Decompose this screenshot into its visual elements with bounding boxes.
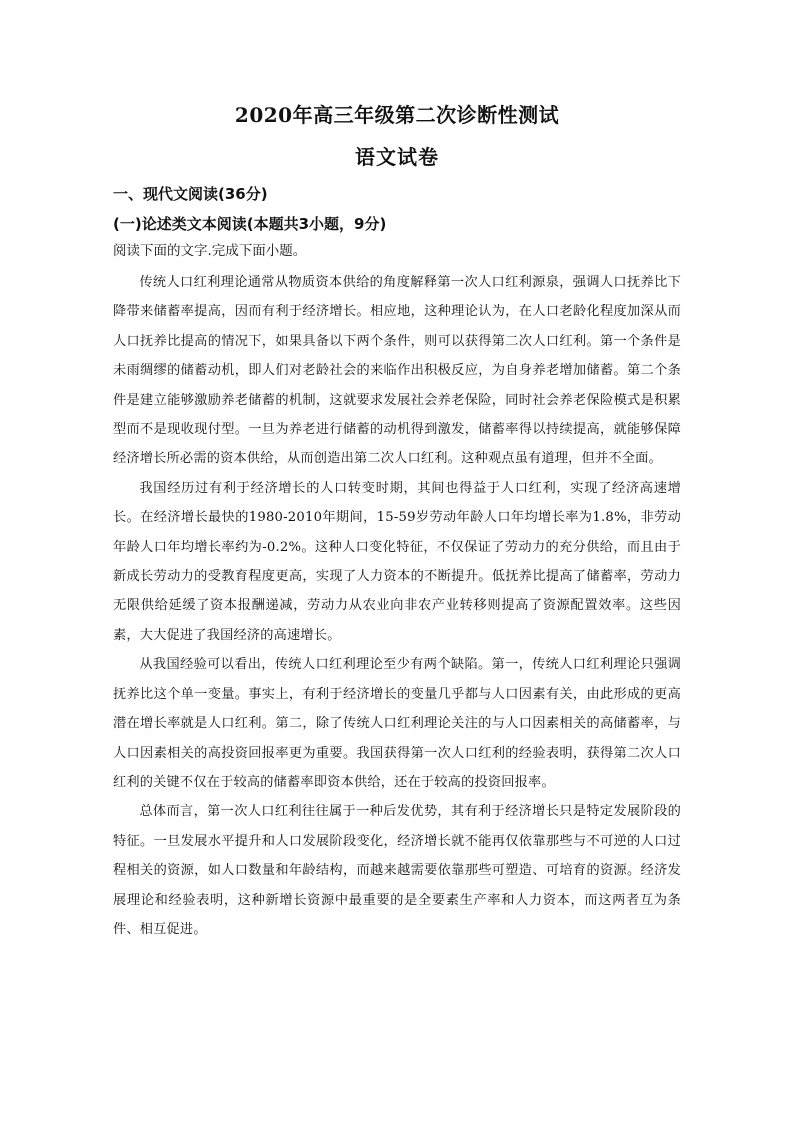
passage-paragraph: 从我国经验可以看出，传统人口红利理论至少有两个缺陷。第一，传统人口红利理论只强调抚养比这个单一变量。事实上，有利于经济增长的变量几乎都与人口因素有关，由此形成的更高潜在增长率就是人口红利。第二，除了传统人口红利理论关注的与人口因素相关的高储蓄率，与人口因素相关的高投资回报率更为重要。我国获得第一次人口红利的经验表明，获得第二次人口红利的关键不仅在于较高的储蓄率即资本供给，还在于较高的投资回报率。: [113, 657, 681, 790]
reading-passage: [113, 268, 681, 944]
exam-page: [113, 100, 681, 944]
subsection-heading: (一)论述类文本阅读(本题共3小题，9分): [113, 215, 387, 233]
exam-title: 2020年高三年级第二次诊断性测试: [234, 103, 560, 127]
passage-paragraph: 我国经历过有利于经济增长的人口转变时期，其间也得益于人口红利，实现了经济高速增长。在经济增长最快的1980-2010年期间，15-59岁劳动年龄人口年均增长率为1.8%，非劳动年龄人口年均增长率约为-0.2%。这种人口变化特征，不仅保证了劳动力的充分供给，而且由于新成长劳动力的受教育程度更高，实现了人力资本的不断提升。低抚养比提高了储蓄率，劳动力无限供给延缓了资本报酬递减，劳动力从农业向非农产业转移则提高了资源配置效率。这些因素，大大促进了我国经济的高速增长。: [113, 480, 681, 643]
reading-instruction: 阅读下面的文字.完成下面小题。: [113, 243, 307, 259]
passage-paragraph: 传统人口红利理论通常从物质资本供给的角度解释第一次人口红利源泉，强调人口抚养比下降带来储蓄率提高，因而有利于经济增长。相应地，这种理论认为，在人口老龄化程度加深从而人口抚养比提高的情况下，如果具备以下两个条件，则可以获得第二次人口红利。第一个条件是未雨绸缪的储蓄动机，即人们对老龄社会的来临作出积极反应，为自身养老增加储蓄。第二个条件是建立能够激励养老储蓄的机制，这就要求发展社会养老保险，同时社会养老保险模式是积累型而不是现收现付型。一旦为养老进行储蓄的动机得到激发，储蓄率得以持续提高，就能够保障经济增长所必需的资本供给，从而创造出第二次人口红利。这种观点虽有道理，但并不全面。: [113, 275, 681, 467]
passage-paragraph: 总体而言，第一次人口红利往往属于一种后发优势，其有利于经济增长只是特定发展阶段的特征。一旦发展水平提升和人口发展阶段变化，经济增长就不能再仅依靠那些与不可逆的人口过程相关的资源，如人口数量和年龄结构，而越来越需要依靠那些可塑造、可培育的资源。经济发展理论和经验表明，这种新增长资源中最重要的是全要素生产率和人力资本，而这两者互为条件、相互促进。: [113, 804, 681, 937]
exam-subtitle: 语文试卷: [355, 145, 439, 169]
section-heading: 一、现代文阅读(36分): [113, 185, 268, 203]
